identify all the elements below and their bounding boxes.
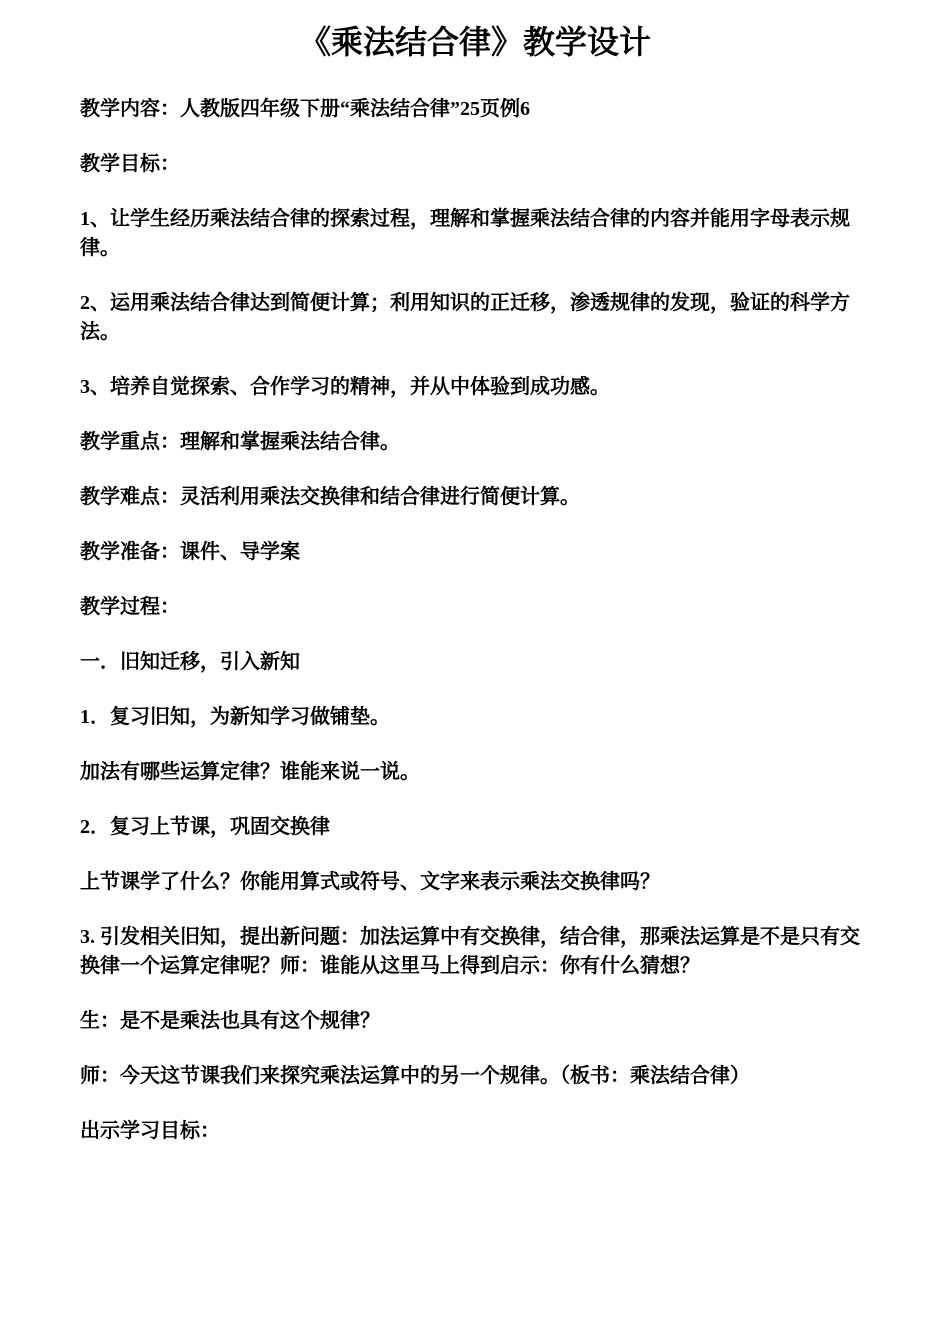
learning-objectives-heading: 出示学习目标：	[80, 1120, 220, 1142]
step-3: 3. 引发相关旧知，提出新问题：加法运算中有交换律，结合律，那乘法运算是不是只有交换律一个运算定律呢？师：谁能从这里马上得到启示：你有什么猜想？	[80, 926, 860, 977]
teaching-process-heading: 教学过程：	[80, 596, 180, 618]
document-title: 《乘法结合律》教学设计	[298, 24, 651, 60]
step-2: 2．复习上节课，巩固交换律	[80, 816, 330, 838]
teaching-difficulty: 教学难点：灵活利用乘法交换律和结合律进行简便计算。	[80, 486, 580, 508]
teaching-content: 教学内容：人教版四年级下册“乘法结合律”25页例6	[80, 98, 530, 120]
teaching-preparation: 教学准备：课件、导学案	[80, 541, 300, 563]
step-2-question: 上节课学了什么？你能用算式或符号、文字来表示乘法交换律吗？	[80, 871, 660, 893]
goal-2: 2、运用乘法结合律达到简便计算；利用知识的正迁移，渗透规律的发现，验证的科学方法。	[80, 292, 850, 343]
step-1-question: 加法有哪些运算定律？谁能来说一说。	[80, 761, 420, 783]
goal-1: 1、让学生经历乘法结合律的探索过程，理解和掌握乘法结合律的内容并能用字母表示规律。	[80, 208, 850, 259]
step-1: 1．复习旧知，为新知学习做铺垫。	[80, 706, 390, 728]
teacher-statement: 师：今天这节课我们来探究乘法运算中的另一个规律。（板书：乘法结合律）	[80, 1065, 750, 1087]
teaching-focus: 教学重点：理解和掌握乘法结合律。	[80, 431, 400, 453]
goal-3: 3、培养自觉探索、合作学习的精神，并从中体验到成功感。	[80, 376, 610, 398]
section-1-heading: 一．旧知迁移，引入新知	[80, 651, 300, 673]
document-body	[80, 95, 875, 1172]
teaching-goals-heading: 教学目标：	[80, 153, 180, 175]
student-response: 生：是不是乘法也具有这个规律？	[80, 1010, 380, 1032]
